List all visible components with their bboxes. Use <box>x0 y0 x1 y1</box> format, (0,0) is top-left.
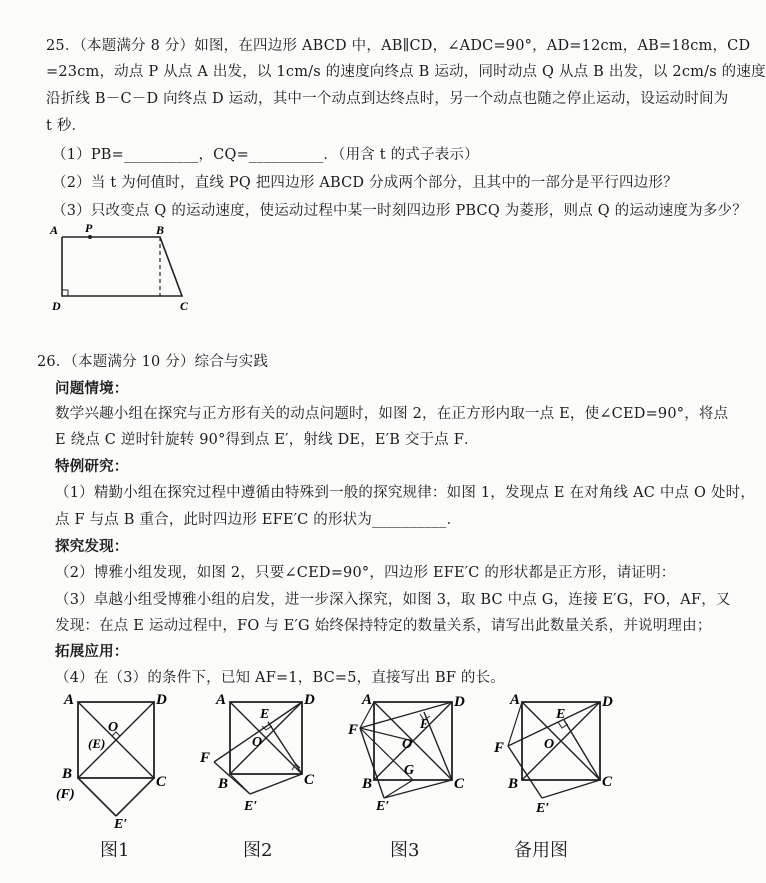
fig2-label-F: F <box>200 750 211 766</box>
fig2-label-C: C <box>304 772 315 788</box>
q25-label-D: D <box>52 299 61 313</box>
fig3-label-B: B <box>362 776 373 792</box>
q25-label-P: P <box>85 221 93 235</box>
fig2-label-E: E <box>260 707 270 722</box>
q26-line-1: 26．（本题满分 10 分）综合与实践 <box>37 354 269 370</box>
caption-figure-spare: 备用图 <box>514 840 568 861</box>
fig3-label-E: E <box>420 716 429 731</box>
fig1-label-B: B <box>62 766 73 782</box>
q25-part-2: （2）当 t 为何值时，直线 PQ 把四边形 ABCD 分成两个部分，且其中的一部分是平行四边形？ <box>52 175 678 191</box>
q25-label-A: A <box>50 223 59 237</box>
q26-heading-extend: 拓展应用： <box>55 643 129 660</box>
q26-line-11: 发现：在点 E 运动过程中，FO 与 E′G 始终保持特定的数量关系，请写出此数量关系，并说明理由； <box>55 618 712 634</box>
q25-line-2: =23cm，动点 P 从点 A 出发，以 1cm/s 的速度向终点 B 运动，同时动点 Q 从点 B 出发，以 2cm/s 的速度 <box>46 64 766 80</box>
q26-figure-2 <box>196 690 336 830</box>
q26-line-9: （2）博雅小组发现，如图 2，只要∠CED=90°，四边形 EFE′C 的形状都是正方形，请证明： <box>55 565 676 581</box>
q26-line-7: 点 F 与点 B 重合，此时四边形 EFE′C 的形状为__________． <box>55 512 462 528</box>
q26-heading-special: 特例研究： <box>55 458 129 475</box>
q26-figure-3 <box>344 690 484 830</box>
fig2-label-A: A <box>216 692 227 708</box>
q25-line-1: 25．（本题满分 8 分）如图，在四边形 ABCD 中，AB∥CD，∠ADC=90°，AD=12cm，AB=18cm，CD <box>46 38 751 54</box>
fig4-label-F: F <box>494 740 505 756</box>
fig4-label-A: A <box>510 692 521 708</box>
q26-heading-context: 问题情境： <box>55 380 129 397</box>
q26-line-4: E 绕点 C 逆时针旋转 90°得到点 E′，射线 DE，E′B 交于点 F． <box>55 432 479 448</box>
fig1-label-F: (F) <box>56 787 75 802</box>
q26-figure-1 <box>52 690 182 830</box>
fig1-label-E: (E) <box>88 736 106 751</box>
q25-label-C: C <box>180 299 189 313</box>
q25-label-B: B <box>156 223 165 237</box>
fig1-label-E-prime: E′ <box>114 817 128 832</box>
fig4-label-C: C <box>602 774 613 790</box>
q26-line-3: 数学兴趣小组在探究与正方形有关的动点问题时，如图 2，在正方形内取一点 E，使∠CED=90°，将点 <box>55 406 729 422</box>
fig2-label-B: B <box>218 776 229 792</box>
fig3-label-C: C <box>454 776 465 792</box>
caption-figure-3: 图3 <box>390 840 420 861</box>
fig3-label-O: O <box>402 737 413 752</box>
caption-figure-2: 图2 <box>243 840 273 861</box>
fig1-label-A: A <box>64 692 75 708</box>
q26-figure-spare <box>490 690 630 830</box>
q25-figure <box>48 222 198 314</box>
fig2-label-E-prime: E′ <box>244 799 258 814</box>
fig4-label-E-prime: E′ <box>536 801 550 816</box>
q26-line-10: （3）卓越小组受博雅小组的启发，进一步深入探究，如图 3，取 BC 中点 G，连接 E′G，FO，AF，又 <box>55 592 731 608</box>
caption-figure-1: 图1 <box>100 840 130 861</box>
fig3-label-E-prime: E′ <box>376 799 390 814</box>
q25-part-3: （3）只改变点 Q 的运动速度，使运动过程中某一时刻四边形 PBCQ 为菱形，则点 Q 的运动速度为多少？ <box>52 203 747 219</box>
fig3-label-A: A <box>362 692 373 708</box>
fig3-label-F: F <box>348 722 359 738</box>
fig2-label-O: O <box>252 735 263 750</box>
fig4-label-E: E <box>556 707 566 722</box>
fig4-label-B: B <box>508 776 519 792</box>
q25-line-3: 沿折线 B－C－D 向终点 D 运动，其中一个动点到达终点时，另一个动点也随之停止运动，设运动时间为 <box>46 91 729 107</box>
fig1-label-C: C <box>156 774 167 790</box>
fig4-label-D: D <box>602 694 613 710</box>
fig3-label-G: G <box>404 763 415 778</box>
q25-line-4: t 秒． <box>46 118 87 134</box>
fig4-label-O: O <box>544 737 555 752</box>
q26-heading-explore: 探究发现： <box>55 538 129 555</box>
fig3-label-D: D <box>454 694 465 710</box>
q26-line-13: （4）在（3）的条件下，已知 AF=1，BC=5，直接写出 BF 的长。 <box>55 670 505 686</box>
q25-part-1: （1）PB=__________，CQ=__________．（用含 t 的式子表示） <box>52 147 479 163</box>
fig2-label-D: D <box>304 692 315 708</box>
q26-line-6: （1）精勤小组在探究过程中遵循由特殊到一般的探究规律：如图 1，发现点 E 在对角线 AC 中点 O 处时， <box>55 485 756 501</box>
fig1-label-O: O <box>108 720 119 735</box>
fig1-label-D: D <box>156 692 167 708</box>
